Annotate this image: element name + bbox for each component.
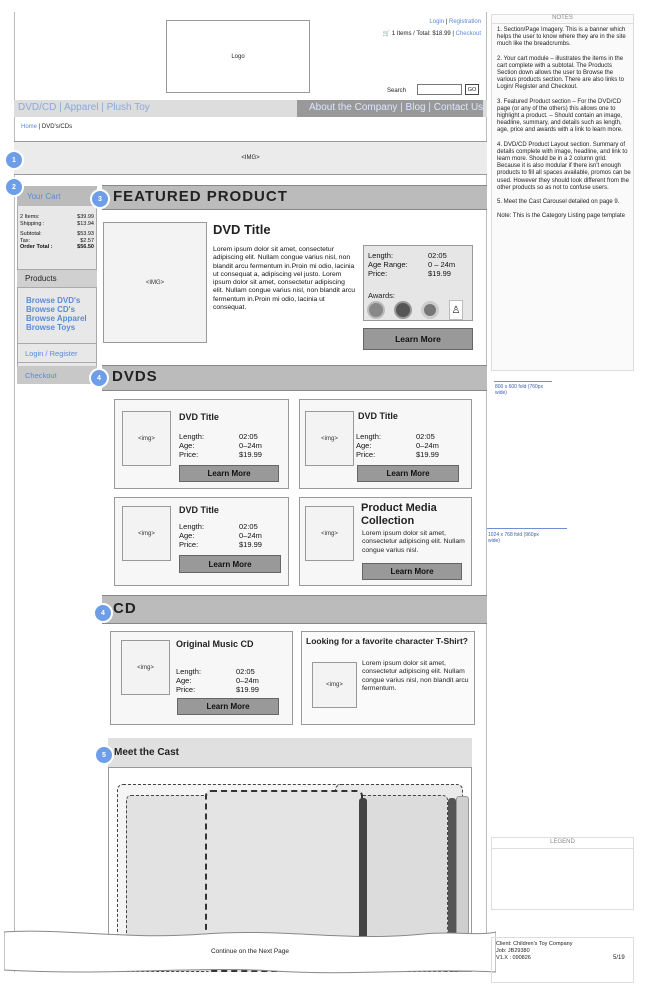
cart-details: 2 Items: $39.99 Shipping : $13.94 Subtotal: $53.93 Tax: $2.57 Order Total : $56.50 [20,214,94,250]
tshirt-promo-title: Looking for a favorite character T-Shirt? [306,636,469,646]
login-register-link[interactable]: Login / Register [17,343,97,363]
dvds-heading-bar [102,365,487,391]
browse-toys-link[interactable]: Browse Toys [26,323,76,332]
annotation-badge: 1 [4,150,24,170]
sidebar-checkout-link[interactable]: Checkout [17,366,97,384]
notes-list [497,27,631,227]
note-item: 3. Featured Product section – For the DVD/CD page (or any of the others) this allows one to highlight a product. – Should contain an image, headline, summary, and details such as length, age, price and awards with a link to learn more. [497,98,623,134]
media-learn-more-button[interactable]: Learn More [362,563,462,580]
page-number: 5/19 [613,955,625,961]
annotation-badge: 4 [89,368,109,388]
award-badge-icon [367,301,385,319]
media-collection-image: <img> [305,506,354,561]
annotation-badge: 5 [94,745,114,765]
cart-icon[interactable]: 🛒 [382,31,391,37]
nav-right: About the Company | Blog | Contact Us [309,102,484,113]
media-collection-body: Lorem ipsum dolor sit amet, consectetur adipiscing elit. Nullam congue varius nisl. [362,530,465,554]
award-badge-icon [421,301,439,319]
tshirt-promo-body: Lorem ipsum dolor sit amet, consectetur adipiscing elit. Nullam congue varius nisl, non blandit arcu fermentum. [362,660,469,692]
note-item: 4. DVD/CD Product Layout section. Summary of details complete with image, headline, and link to learn more. Should be in a 2 column grid. Because it is also modular if there isn't enough products to fill all spaces available, promos can be used. However they should look different from the other products so as not to confuse users. [497,141,631,191]
browse-apparel-link[interactable]: Browse Apparel [26,314,87,323]
cd-heading: CD [113,600,137,617]
cd-card-title: Original Music CD [176,639,254,649]
dvds-heading: DVDS [112,368,158,385]
media-collection-title: Product Media Collection [361,502,437,527]
search-label: Search [387,88,407,94]
logo-placeholder: Logo [166,20,310,93]
cart-total-text: 1 Items / Total: $18.99 | [391,31,454,37]
banner-image: <IMG> [14,141,487,175]
dvd-card-details: Length: 02:05 Age: 0–24m Price: $19.99 [356,432,439,459]
dvd-card-title: DVD Title [179,505,219,515]
dvd-learn-more-button[interactable]: Learn More [179,555,281,573]
dvd-learn-more-button[interactable]: Learn More [179,465,279,482]
legend-title: LEGEND [550,839,575,845]
dvd-card-title: DVD Title [179,412,219,422]
annotation-badge: 4 [93,603,113,623]
legend-divider [492,848,633,849]
nav-blog[interactable]: Blog [405,102,426,113]
login-link[interactable]: Login [429,19,445,25]
search-go-button[interactable]: GO [465,84,479,95]
continue-text: Continue on the Next Page [210,948,290,955]
account-links: Login | Registration [429,19,481,25]
nav-left: DVD/CD | Apparel | Plush Toy [18,102,150,113]
note-item: 5. Meet the Cast Carousel detailed on page 9. [497,199,620,206]
breadcrumb-home[interactable]: Home [21,124,38,130]
featured-heading: FEATURED PRODUCT [113,188,288,205]
browse-dvds-link[interactable]: Browse DVD's [26,296,81,305]
featured-learn-more-button[interactable]: Learn More [363,328,473,350]
dvd-card-image: <img> [122,411,171,466]
featured-details: Length: 02:05 Age Range: 0 – 24m Price: $19.99 [368,251,456,278]
note-item: 1. Section/Page Imagery. This is a banner which helps the user to know where they are in the site much like the breadcrumbs. [497,27,626,48]
featured-title: DVD Title [213,222,271,237]
nav-dvdcd[interactable]: DVD/CD [18,102,57,113]
featured-image: <IMG> [103,222,207,343]
award-figure-icon: ♙ [449,300,463,320]
breadcrumb: Home | DVD's/CDs [21,124,73,130]
breadcrumb-current: DVD's/CDs [41,124,73,130]
award-badge-icon [394,301,412,319]
registration-link[interactable]: Registration [448,19,481,25]
nav-apparel[interactable]: Apparel [63,102,99,113]
annotation-badge: 3 [90,189,110,209]
fold-line [487,528,567,529]
nav-contact[interactable]: Contact Us [433,102,484,113]
dvd-card-image: <img> [305,411,354,466]
checkout-link[interactable]: Checkout [455,31,481,37]
featured-body: Lorem ipsum dolor sit amet, consectetur adipiscing elit. Nullam congue varius nisl, non blandit arcu fermentum in.Proin mi odio, lacinia ut consequat a, adipiscing vel justo. Lorem ipsum dolor sit amet, consectetur adipiscing elit. Nullam congue varius nisl, non blandit arcu fermentum in.Proin mi odio, lacinia ut consequat. [213,246,356,312]
dvd-learn-more-button[interactable]: Learn More [357,465,459,482]
note-item: 2. Your cart module – illustrates the items in the cart complete with a subtotal. The Products Section down allows the user to Browse the various products section. There are also links to Login/ Register and Checkout. [497,55,624,91]
client-info: Client: Children's Toy Company Job: JB29380 V1.X : 090826 [496,941,573,961]
nav-plush-toy[interactable]: Plush Toy [106,102,150,113]
fold-label-1024: 1024 x 768 fold (960px wide) [488,532,539,544]
fold-label-800: 800 x 600 fold (760px wide) [495,384,544,396]
note-item: Note: This is the Category Listing page template [497,213,625,220]
dvd-card-details: Length: 02:05 Age: 0–24m Price: $19.99 [179,432,262,459]
search-input[interactable] [417,84,462,95]
awards-label: Awards: [368,291,395,300]
fold-line [494,381,552,382]
cart-summary [383,30,481,37]
dvd-card-title: DVD Title [358,411,398,421]
cd-card-details: Length: 02:05 Age: 0–24m Price: $19.99 [176,667,259,694]
cd-heading-bar [102,595,487,624]
cd-card-image: <img> [121,640,170,695]
cart-title[interactable]: Your Cart [17,186,97,206]
dvd-card-details: Length: 02:05 Age: 0–24m Price: $19.99 [179,522,262,549]
nav-about[interactable]: About the Company [309,102,398,113]
cast-heading: Meet the Cast [114,747,180,758]
annotation-badge: 2 [4,177,24,197]
products-title: Products [17,269,97,288]
browse-cds-link[interactable]: Browse CD's [26,305,76,314]
notes-divider [492,23,633,24]
notes-title: NOTES [552,15,573,21]
tshirt-promo-image: <img> [312,662,357,708]
cd-learn-more-button[interactable]: Learn More [177,698,279,715]
browse-links [26,296,87,332]
dvd-card-image: <img> [122,506,171,561]
